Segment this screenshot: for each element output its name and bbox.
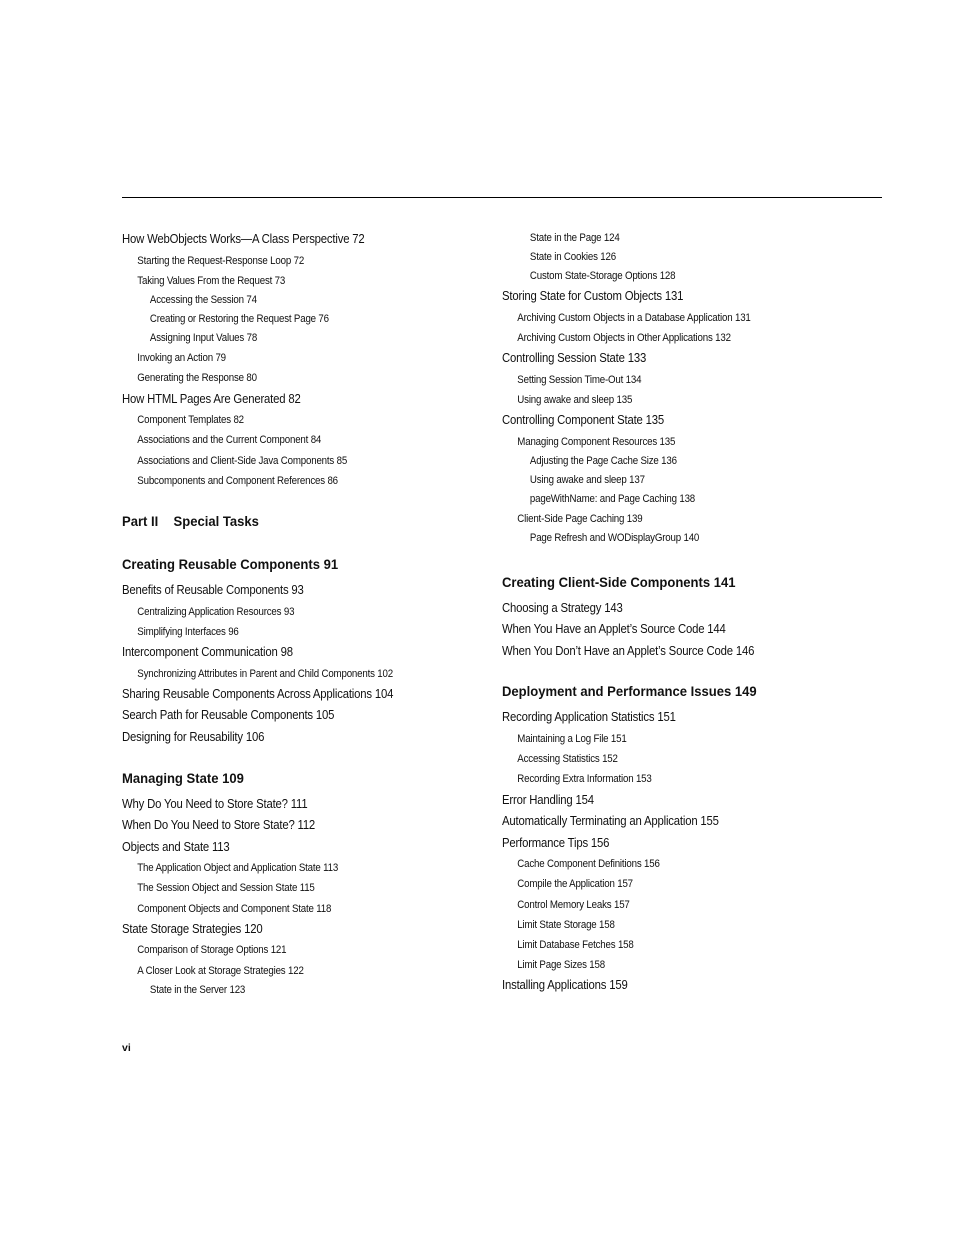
- toc-entry-level-2[interactable]: Taking Values From the Request 73: [137, 274, 286, 287]
- toc-entry-list: [122, 229, 494, 491]
- toc-entry-list: [122, 794, 494, 1000]
- toc-entry-level-2[interactable]: Using awake and sleep 135: [517, 394, 633, 407]
- toc-entry-list: [502, 598, 874, 663]
- header-rule: [122, 197, 882, 198]
- toc-entry-level-1[interactable]: Why Do You Need to Store State? 111: [122, 796, 308, 811]
- toc-entry-level-2[interactable]: Limit Page Sizes 158: [517, 959, 605, 972]
- toc-entry-level-1[interactable]: Objects and State 113: [122, 839, 230, 854]
- part-label: Part II: [122, 513, 159, 530]
- toc-entry-list: [122, 580, 494, 749]
- toc-entry-level-1[interactable]: Installing Applications 159: [502, 978, 628, 993]
- toc-entry-level-2[interactable]: Recording Extra Information 153: [517, 773, 652, 786]
- toc-entry-level-2[interactable]: Managing Component Resources 135: [517, 435, 676, 448]
- toc-entry-level-2[interactable]: Comparison of Storage Options 121: [137, 944, 287, 957]
- toc-entry-level-1[interactable]: Performance Tips 156: [502, 835, 610, 850]
- toc-entry-level-3[interactable]: State in the Server 123: [149, 983, 246, 996]
- chapter-heading[interactable]: Creating Reusable Components 91: [122, 556, 339, 573]
- toc-entry-level-1[interactable]: Intercomponent Communication 98: [122, 644, 293, 659]
- toc-entry-level-2[interactable]: Archiving Custom Objects in Other Applications 132: [517, 332, 731, 345]
- toc-entry-level-3[interactable]: Custom State-Storage Options 128: [529, 270, 676, 283]
- toc-entry-level-3[interactable]: Page Refresh and WODisplayGroup 140: [529, 532, 700, 545]
- toc-entry-level-2[interactable]: Synchronizing Attributes in Parent and Child Components 102: [137, 667, 393, 680]
- toc-entry-level-3[interactable]: Creating or Restoring the Request Page 76: [149, 313, 329, 326]
- toc-entry-level-1[interactable]: Sharing Reusable Components Across Applications 104: [122, 686, 394, 701]
- toc-entry-level-2[interactable]: Maintaining a Log File 151: [517, 732, 627, 745]
- toc-entry-level-2[interactable]: Setting Session Time-Out 134: [517, 373, 642, 386]
- toc-entry-level-1[interactable]: Choosing a Strategy 143: [502, 600, 623, 615]
- toc-entry-level-1[interactable]: Designing for Reusability 106: [122, 729, 265, 744]
- toc-entry-level-2[interactable]: Component Templates 82: [137, 414, 244, 427]
- toc-entry-level-1[interactable]: When Do You Need to Store State? 112: [122, 818, 316, 833]
- toc-entry-level-2[interactable]: Subcomponents and Component References 86: [137, 474, 338, 487]
- toc-entry-level-2[interactable]: Control Memory Leaks 157: [517, 898, 630, 911]
- toc-entry-level-1[interactable]: State Storage Strategies 120: [122, 921, 263, 936]
- chapter-heading[interactable]: Deployment and Performance Issues 149: [502, 684, 757, 701]
- toc-entry-level-1[interactable]: When You Don’t Have an Applet’s Source Code 146: [502, 643, 755, 658]
- toc-entry-level-2[interactable]: Limit State Storage 158: [517, 918, 615, 931]
- toc-entry-level-1[interactable]: Recording Application Statistics 151: [502, 710, 676, 725]
- part-heading: [122, 509, 464, 535]
- toc-entry-level-2[interactable]: Starting the Request-Response Loop 72: [137, 254, 305, 267]
- chapter-heading[interactable]: Creating Client-Side Components 141: [502, 574, 736, 591]
- toc-entry-level-2[interactable]: The Application Object and Application State 113: [137, 862, 339, 875]
- toc-entry-level-2[interactable]: Associations and the Current Component 84: [137, 434, 322, 447]
- toc-entry-level-3[interactable]: Assigning Input Values 78: [149, 332, 258, 345]
- toc-entry-level-1[interactable]: Search Path for Reusable Components 105: [122, 708, 335, 723]
- toc-entry-level-2[interactable]: Invoking an Action 79: [137, 352, 226, 365]
- toc-entry-level-1[interactable]: How WebObjects Works—A Class Perspective 72: [122, 232, 365, 246]
- toc-entry-level-2[interactable]: Generating the Response 80: [137, 372, 257, 385]
- toc-entry-level-2[interactable]: Client-Side Page Caching 139: [517, 513, 643, 526]
- toc-entry-level-1[interactable]: How HTML Pages Are Generated 82: [122, 391, 301, 406]
- toc-entry-level-1[interactable]: Benefits of Reusable Components 93: [122, 582, 304, 597]
- chapter-heading[interactable]: Managing State 109: [122, 770, 244, 787]
- toc-entry-level-1[interactable]: Error Handling 154: [502, 792, 594, 807]
- toc-entry-level-1[interactable]: Controlling Component State 135: [502, 413, 665, 428]
- toc-entry-level-3[interactable]: State in the Page 124: [529, 232, 620, 244]
- toc-entry-list: [502, 707, 874, 997]
- toc-entry-level-2[interactable]: Simplifying Interfaces 96: [137, 625, 239, 638]
- toc-entry-level-2[interactable]: Accessing Statistics 152: [517, 753, 618, 766]
- page-number: vi: [122, 1042, 131, 1054]
- toc-left-column: [122, 229, 494, 1000]
- toc-entry-level-1[interactable]: Controlling Session State 133: [502, 351, 647, 366]
- toc-entry-level-2[interactable]: Associations and Client-Side Java Components 85: [137, 454, 348, 467]
- toc-entry-level-1[interactable]: Storing State for Custom Objects 131: [502, 289, 684, 304]
- toc-right-column: [502, 229, 874, 997]
- toc-entry-level-3[interactable]: State in Cookies 126: [529, 251, 616, 264]
- toc-entry-level-1[interactable]: When You Have an Applet’s Source Code 144: [502, 622, 726, 637]
- toc-entry-level-2[interactable]: Centralizing Application Resources 93: [137, 605, 295, 618]
- toc-entry-level-2[interactable]: A Closer Look at Storage Strategies 122: [137, 964, 304, 977]
- toc-entry-level-2[interactable]: The Session Object and Session State 115: [137, 882, 315, 895]
- toc-entry-level-2[interactable]: Limit Database Fetches 158: [517, 939, 634, 952]
- toc-entry-level-2[interactable]: Archiving Custom Objects in a Database Application 131: [517, 311, 751, 324]
- toc-entry-level-2[interactable]: Component Objects and Component State 118: [137, 902, 332, 915]
- part-title: Special Tasks: [173, 513, 259, 530]
- toc-entry-level-3[interactable]: Accessing the Session 74: [149, 293, 257, 306]
- toc-entry-level-3[interactable]: pageWithName: and Page Caching 138: [529, 493, 696, 506]
- toc-entry-level-2[interactable]: Cache Component Definitions 156: [517, 858, 660, 871]
- toc-entry-list: [502, 229, 874, 549]
- toc-entry-level-1[interactable]: Automatically Terminating an Application 155: [502, 814, 719, 829]
- toc-entry-level-3[interactable]: Using awake and sleep 137: [529, 474, 645, 487]
- toc-entry-level-2[interactable]: Compile the Application 157: [517, 878, 633, 891]
- toc-entry-level-3[interactable]: Adjusting the Page Cache Size 136: [529, 455, 677, 467]
